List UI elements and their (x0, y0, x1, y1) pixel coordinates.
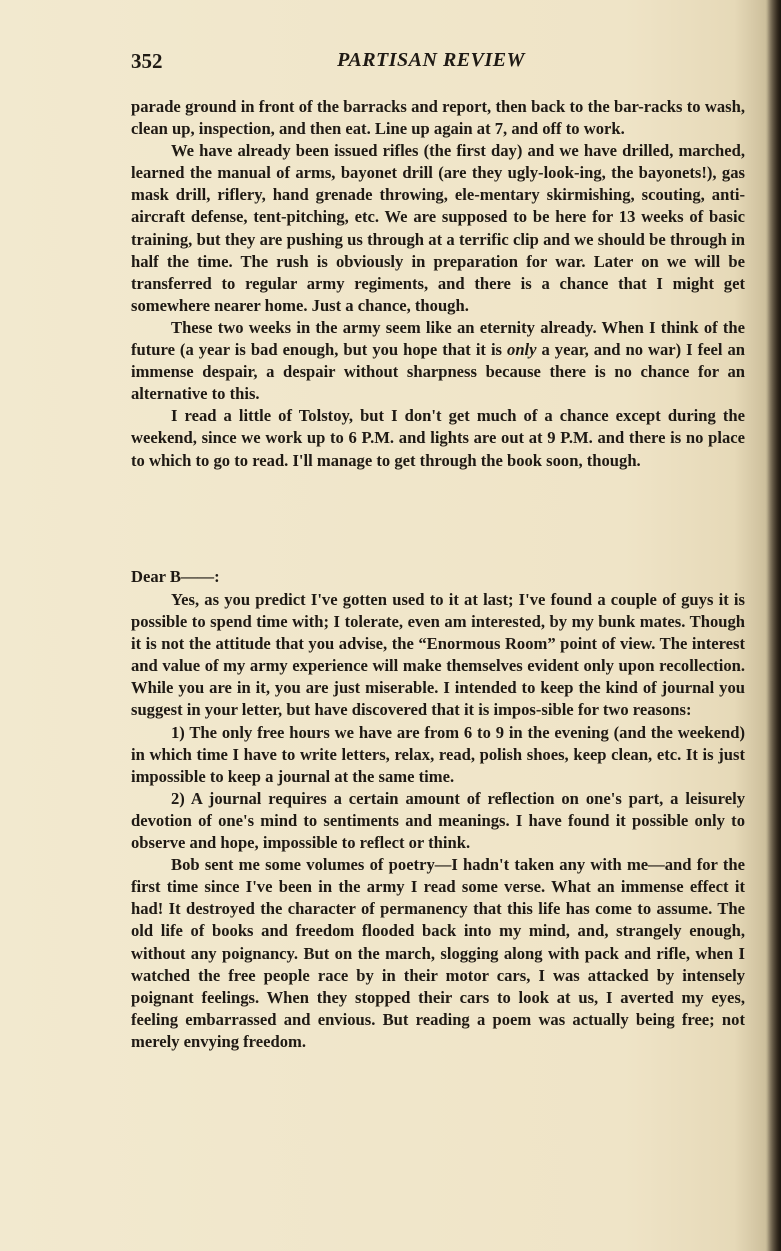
paragraph: We have already been issued rifles (the first day) and we have drilled, marched, learned the manual of arms, bayonet drill (are they ugly-look-ing, the bayonets!), gas mask drill, riflery, hand grenade throwing, ele-mentary skirmishing, scouting, anti-aircraft defense, tent-pitching, etc. We are supposed to be here for 13 weeks of basic training, but they are pushing us through at a terrific clip and we should be through in half the time. The rush is obviously in preparation for war. Later on we will be transferred to regular army regiments, and there is a chance that I might get somewhere nearer home. Just a chance, though. (131, 141, 745, 315)
text-run: a year, and no war) I feel an immense despair, a despair without sharpness because there is no chance for an alternative to this. (131, 340, 746, 404)
emphasis: only (507, 340, 537, 360)
page-number: 352 (131, 49, 163, 73)
paragraph: Yes, as you predict I've gotten used to it at last; I've found a couple of guys it is possible to spend time with; I tolerate, even am interested, by my bunk mates. Though it is not the attitude that you advise, the “Enormous Room” point of view. The interest and value of my army experience will make themselves evident only upon recollection. While you are in it, you are just miserable. I intended to keep the kind of journal you suggest in your letter, but have discovered that it is impos-sible for two reasons: (131, 590, 745, 720)
body-text (131, 96, 745, 472)
page-header (131, 49, 743, 73)
paragraph: Bob sent me some volumes of poetry—I hadn't taken any with me—and for the first time since I've been in the army I read some verse. What an immense effect it had! It destroyed the character of permanency that this life has come to assume. The old life of books and freedom flooded back into my mind, and, strangely enough, without any poignancy. But on the march, slogging along with pack and rifle, when I watched the free people race by in their motor cars, I was attacked by intensely poignant feelings. When they stopped their cars to look at us, I averted my eyes, feeling embarrassed and envious. But reading a poem was actually being free; not merely envying freedom. (131, 855, 745, 1051)
letter-body (131, 589, 745, 1053)
running-head: PARTISAN REVIEW (337, 49, 525, 71)
paragraph: 2) A journal requires a certain amount of reflection on one's part, a leisurely devotion of one's mind to sentiments and meanings. I have found it possible only to observe and hope, impossible to reflect or think. (131, 788, 745, 853)
paragraph: 1) The only free hours we have are from 6 to 9 in the evening (and the weekend) in which time I have to write letters, relax, read, polish shoes, keep clean, etc. It is just impossible to keep a journal at the same time. (131, 722, 745, 786)
page-spine-shadow (767, 0, 781, 1251)
paragraph (131, 317, 745, 405)
text-run: These two weeks in the army seem like an eternity already. When I think of the future (a year is bad enough, but you hope that it is (131, 317, 745, 360)
paragraph: I read a little of Tolstoy, but I don't get much of a chance except during the weekend, since we work up to 6 P.M. and lights are out at 9 P.M. and there is no place to which to go to read. I'll manage to get through the book soon, though. (131, 406, 745, 470)
paragraph: parade ground in front of the barracks and report, then back to the bar-racks to wash, clean up, inspection, and then eat. Line up again at 7, and off to work. (131, 97, 745, 139)
letter-salutation: Dear B——: (131, 567, 220, 586)
